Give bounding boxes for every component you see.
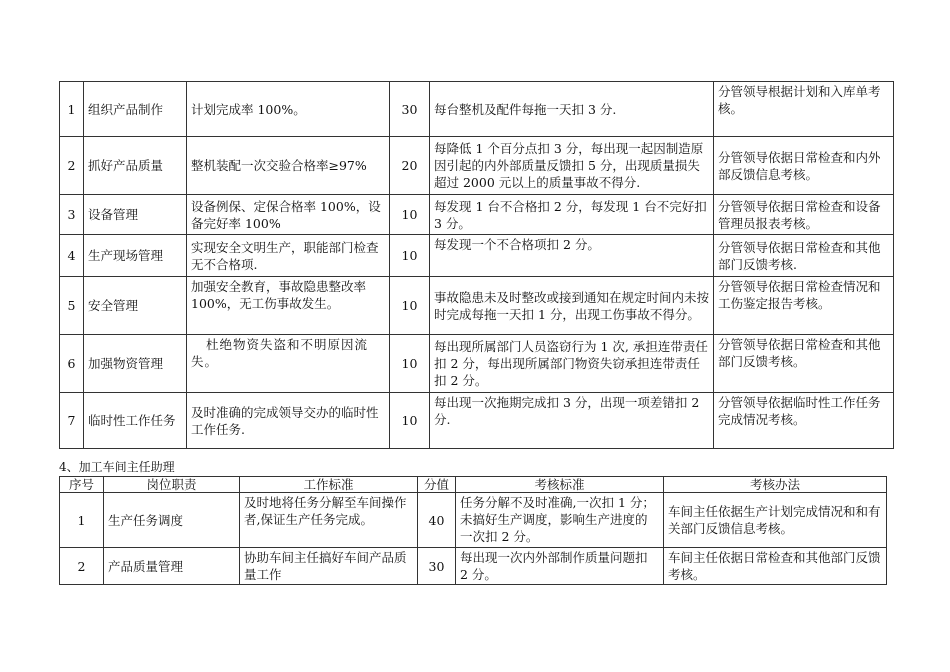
score-cell: 10 — [390, 393, 430, 449]
header-criteria: 考核标准 — [456, 477, 664, 493]
method-cell: 分管领导依据临时性工作任务完成情况考核。 — [714, 393, 894, 449]
criteria-cell: 每发现一个不合格项扣 2 分。 — [430, 235, 714, 277]
row-number: 4 — [60, 235, 84, 277]
header-duty: 岗位职责 — [104, 477, 240, 493]
criteria-cell: 每发现 1 台不合格扣 2 分，每发现 1 台不完好扣 3 分。 — [430, 195, 714, 235]
duty-cell: 加强物资管理 — [84, 335, 187, 393]
method-cell: 车间主任依据日常检查和其他部门反馈考核。 — [664, 548, 887, 585]
standard-cell: 及时准确的完成领导交办的临时性工作任务. — [187, 393, 390, 449]
method-cell: 分管领导依据日常检查和设备管理员报表考核。 — [714, 195, 894, 235]
duty-cell: 设备管理 — [84, 195, 187, 235]
section-title: 4、加工车间主任助理 — [59, 460, 175, 474]
criteria-cell: 每出现一次拖期完成扣 3 分，出现一项差错扣 2 分. — [430, 393, 714, 449]
duty-cell: 产品质量管理 — [104, 548, 240, 585]
row-number: 1 — [60, 493, 104, 548]
standard-cell: 计划完成率 100%。 — [187, 82, 390, 137]
standard-cell: 设备例保、定保合格率 100%，设备完好率 100% — [187, 195, 390, 235]
duty-cell: 安全管理 — [84, 277, 187, 335]
responsibility-table — [59, 81, 894, 449]
row-number: 5 — [60, 277, 84, 335]
duty-cell: 生产任务调度 — [104, 493, 240, 548]
header-standard: 工作标准 — [240, 477, 418, 493]
duty-cell: 临时性工作任务 — [84, 393, 187, 449]
table-row — [60, 82, 894, 137]
method-cell: 分管领导根据计划和入库单考核。 — [714, 82, 894, 137]
duty-cell: 生产现场管理 — [84, 235, 187, 277]
table-row — [60, 393, 894, 449]
criteria-cell: 每出现所属部门人员盗窃行为 1 次, 承担连带责任扣 2 分，每出现所属部门物资失窃承担连带责任扣 2 分。 — [430, 335, 714, 393]
criteria-cell: 每出现一次内外部制作质量问题扣 2 分。 — [456, 548, 664, 585]
method-cell: 车间主任依据生产计划完成情况和和有关部门反馈信息考核。 — [664, 493, 887, 548]
score-cell: 30 — [418, 548, 456, 585]
method-cell: 分管领导依据日常检查情况和工伤鉴定报告考核。 — [714, 277, 894, 335]
standard-cell: 及时地将任务分解至车间操作者,保证生产任务完成。 — [240, 493, 418, 548]
table-row — [60, 137, 894, 195]
criteria-cell: 每台整机及配件每拖一天扣 3 分. — [430, 82, 714, 137]
table-header-row — [60, 477, 887, 493]
row-number: 1 — [60, 82, 84, 137]
assistant-table — [59, 476, 887, 585]
score-cell: 10 — [390, 195, 430, 235]
score-cell: 40 — [418, 493, 456, 548]
header-no: 序号 — [60, 477, 104, 493]
duty-cell: 抓好产品质量 — [84, 137, 187, 195]
table-row — [60, 195, 894, 235]
criteria-cell: 每降低 1 个百分点扣 3 分，每出现一起因制造原因引起的内外部质量反馈扣 5 分，出现质量损失超过 2000 元以上的质量事故不得分. — [430, 137, 714, 195]
score-cell: 10 — [390, 277, 430, 335]
table-row — [60, 277, 894, 335]
row-number: 6 — [60, 335, 84, 393]
method-cell: 分管领导依据日常检查和内外部反馈信息考核。 — [714, 137, 894, 195]
standard-cell: 协助车间主任搞好车间产品质量工作 — [240, 548, 418, 585]
table-row — [60, 335, 894, 393]
table-row — [60, 235, 894, 277]
method-cell: 分管领导依据日常检查和其他部门反馈考核。 — [714, 335, 894, 393]
standard-cell: 整机装配一次交验合格率≥97% — [187, 137, 390, 195]
row-number: 2 — [60, 548, 104, 585]
method-cell: 分管领导依据日常检查和其他部门反馈考核. — [714, 235, 894, 277]
header-score: 分值 — [418, 477, 456, 493]
score-cell: 10 — [390, 235, 430, 277]
criteria-cell: 任务分解不及时准确,一次扣 1 分；未搞好生产调度，影响生产进度的一次扣 2 分。 — [456, 493, 664, 548]
table-row — [60, 548, 887, 585]
row-number: 2 — [60, 137, 84, 195]
standard-cell: 实现安全文明生产，职能部门检查无不合格项. — [187, 235, 390, 277]
standard-cell: 杜绝物资失盗和不明原因流失。 — [187, 335, 390, 393]
row-number: 3 — [60, 195, 84, 235]
standard-cell: 加强安全教育，事故隐患整改率 100%，无工伤事故发生。 — [187, 277, 390, 335]
duty-cell: 组织产品制作 — [84, 82, 187, 137]
header-method: 考核办法 — [664, 477, 887, 493]
row-number: 7 — [60, 393, 84, 449]
criteria-cell: 事故隐患未及时整改或接到通知在规定时间内未按时完成每拖一天扣 1 分，出现工伤事故不得分。 — [430, 277, 714, 335]
score-cell: 30 — [390, 82, 430, 137]
score-cell: 10 — [390, 335, 430, 393]
score-cell: 20 — [390, 137, 430, 195]
table-row — [60, 493, 887, 548]
